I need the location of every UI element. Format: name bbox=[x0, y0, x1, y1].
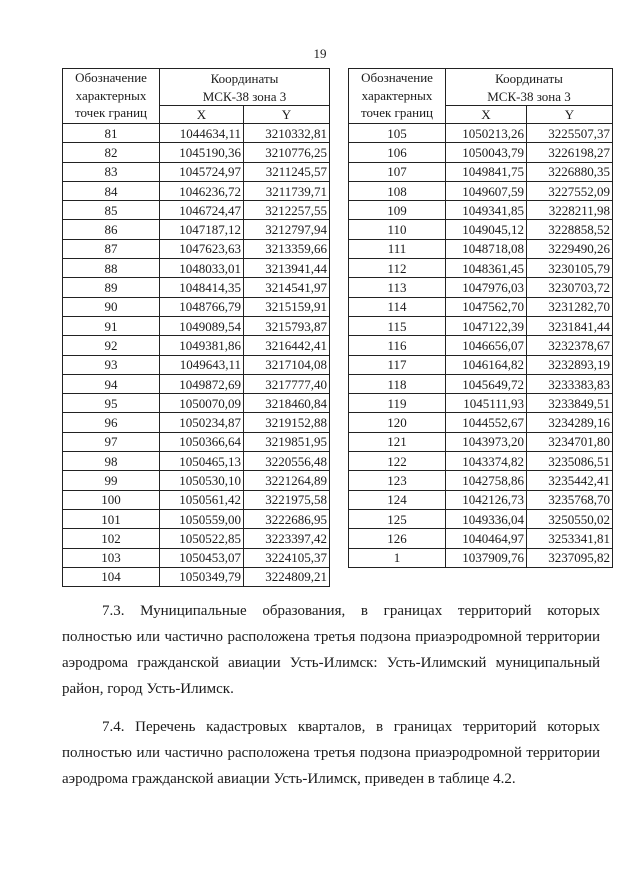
point-number-cell: 126 bbox=[349, 529, 446, 548]
y-coordinate-cell: 3234289,16 bbox=[527, 413, 613, 432]
table-row bbox=[349, 143, 613, 162]
x-coordinate-cell: 1050234,87 bbox=[160, 413, 244, 432]
table-row bbox=[349, 124, 613, 143]
table-row bbox=[63, 239, 330, 258]
x-coordinate-cell: 1050530,10 bbox=[160, 471, 244, 490]
y-coordinate-cell: 3217104,08 bbox=[244, 355, 330, 374]
y-coordinate-cell: 3222686,95 bbox=[244, 509, 330, 528]
table-row bbox=[349, 297, 613, 316]
x-header: X bbox=[160, 106, 244, 124]
y-coordinate-cell: 3225507,37 bbox=[527, 124, 613, 143]
y-coordinate-cell: 3210776,25 bbox=[244, 143, 330, 162]
y-coordinate-cell: 3213359,66 bbox=[244, 239, 330, 258]
table-row bbox=[349, 239, 613, 258]
table-row bbox=[63, 181, 330, 200]
x-coordinate-cell: 1048414,35 bbox=[160, 278, 244, 297]
point-number-cell: 112 bbox=[349, 259, 446, 278]
x-coordinate-cell: 1049381,86 bbox=[160, 336, 244, 355]
coordinates-header-line: МСК-38 зона 3 bbox=[202, 88, 287, 104]
x-coordinate-cell: 1045649,72 bbox=[446, 374, 527, 393]
point-number-cell: 124 bbox=[349, 490, 446, 509]
coordinates-header-line: Координаты bbox=[495, 71, 563, 86]
y-coordinate-cell: 3215793,87 bbox=[244, 316, 330, 335]
x-coordinate-cell: 1046236,72 bbox=[160, 181, 244, 200]
point-number-cell: 114 bbox=[349, 297, 446, 316]
y-coordinate-cell: 3224105,37 bbox=[244, 548, 330, 567]
point-number-cell: 113 bbox=[349, 278, 446, 297]
point-number-cell: 88 bbox=[63, 259, 160, 278]
x-coordinate-cell: 1049089,54 bbox=[160, 316, 244, 335]
table-row bbox=[63, 432, 330, 451]
point-number-cell: 107 bbox=[349, 162, 446, 181]
y-coordinate-cell: 3223397,42 bbox=[244, 529, 330, 548]
point-number-cell: 103 bbox=[63, 548, 160, 567]
y-coordinate-cell: 3226880,35 bbox=[527, 162, 613, 181]
x-coordinate-cell: 1046656,07 bbox=[446, 336, 527, 355]
y-coordinate-cell: 3231841,44 bbox=[527, 316, 613, 335]
table-row bbox=[63, 374, 330, 393]
point-number-cell: 122 bbox=[349, 452, 446, 471]
paragraph-7-3: 7.3. Муниципальные образования, в границах территорий которых полностью или частично расположена третья подзона приаэродромной территории аэродрома гражданской авиации Усть-Илимск: Усть-Илимский муниципальный район, город Усть-Илимск. bbox=[62, 603, 600, 697]
table-row bbox=[63, 278, 330, 297]
x-header: X bbox=[446, 106, 527, 124]
x-coordinate-cell: 1048766,79 bbox=[160, 297, 244, 316]
x-coordinate-cell: 1050559,00 bbox=[160, 509, 244, 528]
table-row bbox=[349, 181, 613, 200]
x-coordinate-cell: 1049336,04 bbox=[446, 509, 527, 528]
y-coordinate-cell: 3212257,55 bbox=[244, 201, 330, 220]
x-coordinate-cell: 1050465,13 bbox=[160, 452, 244, 471]
table-row bbox=[63, 452, 330, 471]
x-coordinate-cell: 1050043,79 bbox=[446, 143, 527, 162]
point-number-cell: 105 bbox=[349, 124, 446, 143]
point-number-cell: 82 bbox=[63, 143, 160, 162]
table-row bbox=[349, 355, 613, 374]
y-coordinate-cell: 3237095,82 bbox=[527, 548, 613, 567]
table-row bbox=[349, 452, 613, 471]
coordinates-header bbox=[446, 69, 613, 106]
coordinates-header-line: МСК-38 зона 3 bbox=[487, 88, 571, 104]
point-header-line: характерных bbox=[75, 87, 147, 103]
point-header bbox=[349, 69, 446, 124]
x-coordinate-cell: 1045190,36 bbox=[160, 143, 244, 162]
table-row bbox=[349, 259, 613, 278]
x-coordinate-cell: 1042758,86 bbox=[446, 471, 527, 490]
x-coordinate-cell: 1049872,69 bbox=[160, 374, 244, 393]
point-number-cell: 108 bbox=[349, 181, 446, 200]
table-row bbox=[63, 220, 330, 239]
table-row bbox=[63, 162, 330, 181]
table-row bbox=[63, 316, 330, 335]
point-header-line: точек границ bbox=[360, 105, 434, 120]
point-number-cell: 93 bbox=[63, 355, 160, 374]
x-coordinate-cell: 1048361,45 bbox=[446, 259, 527, 278]
x-coordinate-cell: 1040464,97 bbox=[446, 529, 527, 548]
point-number-cell: 116 bbox=[349, 336, 446, 355]
y-coordinate-cell: 3212797,94 bbox=[244, 220, 330, 239]
y-coordinate-cell: 3253341,81 bbox=[527, 529, 613, 548]
x-coordinate-cell: 1050522,85 bbox=[160, 529, 244, 548]
y-coordinate-cell: 3230105,79 bbox=[527, 259, 613, 278]
point-number-cell: 84 bbox=[63, 181, 160, 200]
y-coordinate-cell: 3228858,52 bbox=[527, 220, 613, 239]
y-coordinate-cell: 3232893,19 bbox=[527, 355, 613, 374]
point-number-cell: 120 bbox=[349, 413, 446, 432]
x-coordinate-cell: 1050561,42 bbox=[160, 490, 244, 509]
x-coordinate-cell: 1037909,76 bbox=[446, 548, 527, 567]
point-number-cell: 94 bbox=[63, 374, 160, 393]
y-coordinate-cell: 3221264,89 bbox=[244, 471, 330, 490]
x-coordinate-cell: 1047976,03 bbox=[446, 278, 527, 297]
table-row bbox=[349, 509, 613, 528]
point-number-cell: 96 bbox=[63, 413, 160, 432]
point-number-cell: 118 bbox=[349, 374, 446, 393]
point-number-cell: 86 bbox=[63, 220, 160, 239]
x-coordinate-cell: 1047562,70 bbox=[446, 297, 527, 316]
table-row bbox=[349, 548, 613, 567]
y-coordinate-cell: 3221975,58 bbox=[244, 490, 330, 509]
y-coordinate-cell: 3215159,91 bbox=[244, 297, 330, 316]
y-coordinate-cell: 3211245,57 bbox=[244, 162, 330, 181]
x-coordinate-cell: 1048718,08 bbox=[446, 239, 527, 258]
coordinates-table-right bbox=[348, 68, 613, 568]
table-row bbox=[349, 490, 613, 509]
point-number-cell: 109 bbox=[349, 201, 446, 220]
x-coordinate-cell: 1043374,82 bbox=[446, 452, 527, 471]
point-number-cell: 102 bbox=[63, 529, 160, 548]
coordinates-table-left bbox=[62, 68, 330, 587]
table-row bbox=[63, 490, 330, 509]
table-row bbox=[349, 471, 613, 490]
table-row bbox=[63, 567, 330, 586]
point-number-cell: 92 bbox=[63, 336, 160, 355]
table-row bbox=[349, 162, 613, 181]
x-coordinate-cell: 1042126,73 bbox=[446, 490, 527, 509]
coordinates-header-line: Координаты bbox=[210, 71, 279, 86]
y-coordinate-cell: 3213941,44 bbox=[244, 259, 330, 278]
x-coordinate-cell: 1049607,59 bbox=[446, 181, 527, 200]
table-row bbox=[63, 548, 330, 567]
y-coordinate-cell: 3219152,88 bbox=[244, 413, 330, 432]
point-number-cell: 101 bbox=[63, 509, 160, 528]
x-coordinate-cell: 1047122,39 bbox=[446, 316, 527, 335]
table-row bbox=[349, 336, 613, 355]
y-coordinate-cell: 3214541,97 bbox=[244, 278, 330, 297]
x-coordinate-cell: 1049045,12 bbox=[446, 220, 527, 239]
point-header-line: характерных bbox=[361, 87, 433, 103]
point-number-cell: 91 bbox=[63, 316, 160, 335]
point-header-line: точек границ bbox=[74, 105, 148, 120]
table-row bbox=[349, 394, 613, 413]
table-row bbox=[63, 259, 330, 278]
table-row bbox=[63, 471, 330, 490]
table-row bbox=[63, 394, 330, 413]
point-number-cell: 110 bbox=[349, 220, 446, 239]
x-coordinate-cell: 1049841,75 bbox=[446, 162, 527, 181]
point-number-cell: 106 bbox=[349, 143, 446, 162]
table-row bbox=[349, 201, 613, 220]
point-number-cell: 111 bbox=[349, 239, 446, 258]
x-coordinate-cell: 1043973,20 bbox=[446, 432, 527, 451]
y-coordinate-cell: 3211739,71 bbox=[244, 181, 330, 200]
y-coordinate-cell: 3224809,21 bbox=[244, 567, 330, 586]
y-coordinate-cell: 3235768,70 bbox=[527, 490, 613, 509]
y-coordinate-cell: 3217777,40 bbox=[244, 374, 330, 393]
x-coordinate-cell: 1049341,85 bbox=[446, 201, 527, 220]
y-coordinate-cell: 3230703,72 bbox=[527, 278, 613, 297]
x-coordinate-cell: 1049643,11 bbox=[160, 355, 244, 374]
y-coordinate-cell: 3234701,80 bbox=[527, 432, 613, 451]
y-coordinate-cell: 3210332,81 bbox=[244, 124, 330, 143]
x-coordinate-cell: 1050070,09 bbox=[160, 394, 244, 413]
x-coordinate-cell: 1050213,26 bbox=[446, 124, 527, 143]
point-header bbox=[63, 69, 160, 124]
table-row bbox=[63, 529, 330, 548]
y-coordinate-cell: 3233383,83 bbox=[527, 374, 613, 393]
x-coordinate-cell: 1044552,67 bbox=[446, 413, 527, 432]
y-coordinate-cell: 3235442,41 bbox=[527, 471, 613, 490]
point-number-cell: 81 bbox=[63, 124, 160, 143]
table-row bbox=[63, 509, 330, 528]
table-row bbox=[63, 124, 330, 143]
point-number-cell: 85 bbox=[63, 201, 160, 220]
point-header-line: Обозначение bbox=[75, 70, 147, 85]
coordinates-header bbox=[160, 69, 330, 106]
table-row bbox=[63, 201, 330, 220]
x-coordinate-cell: 1050453,07 bbox=[160, 548, 244, 567]
point-number-cell: 123 bbox=[349, 471, 446, 490]
y-header: Y bbox=[244, 106, 330, 124]
y-coordinate-cell: 3226198,27 bbox=[527, 143, 613, 162]
y-coordinate-cell: 3228211,98 bbox=[527, 201, 613, 220]
x-coordinate-cell: 1046164,82 bbox=[446, 355, 527, 374]
point-number-cell: 95 bbox=[63, 394, 160, 413]
page-number: 19 bbox=[313, 46, 327, 61]
point-number-cell: 90 bbox=[63, 297, 160, 316]
table-row bbox=[63, 297, 330, 316]
point-number-cell: 99 bbox=[63, 471, 160, 490]
y-coordinate-cell: 3229490,26 bbox=[527, 239, 613, 258]
table-row bbox=[349, 432, 613, 451]
paragraph-7-4: 7.4. Перечень кадастровых кварталов, в границах территорий которых полностью или частично расположена третья подзона приаэродромной территории аэродрома гражданской авиации Усть-Илимск, приведен в таблице 4.2. bbox=[62, 719, 600, 787]
table-row bbox=[349, 316, 613, 335]
x-coordinate-cell: 1046724,47 bbox=[160, 201, 244, 220]
table-row bbox=[349, 374, 613, 393]
point-number-cell: 115 bbox=[349, 316, 446, 335]
point-number-cell: 125 bbox=[349, 509, 446, 528]
point-number-cell: 98 bbox=[63, 452, 160, 471]
x-coordinate-cell: 1045111,93 bbox=[446, 394, 527, 413]
y-coordinate-cell: 3227552,09 bbox=[527, 181, 613, 200]
table-row bbox=[349, 278, 613, 297]
y-coordinate-cell: 3232378,67 bbox=[527, 336, 613, 355]
table-row bbox=[349, 220, 613, 239]
point-number-cell: 97 bbox=[63, 432, 160, 451]
table-row bbox=[349, 413, 613, 432]
table-row bbox=[63, 336, 330, 355]
point-number-cell: 100 bbox=[63, 490, 160, 509]
point-number-cell: 83 bbox=[63, 162, 160, 181]
point-number-cell: 121 bbox=[349, 432, 446, 451]
x-coordinate-cell: 1047623,63 bbox=[160, 239, 244, 258]
y-coordinate-cell: 3233849,51 bbox=[527, 394, 613, 413]
point-number-cell: 89 bbox=[63, 278, 160, 297]
x-coordinate-cell: 1044634,11 bbox=[160, 124, 244, 143]
y-coordinate-cell: 3250550,02 bbox=[527, 509, 613, 528]
point-number-cell: 117 bbox=[349, 355, 446, 374]
point-number-cell: 87 bbox=[63, 239, 160, 258]
x-coordinate-cell: 1045724,97 bbox=[160, 162, 244, 181]
x-coordinate-cell: 1050366,64 bbox=[160, 432, 244, 451]
table-row bbox=[63, 355, 330, 374]
y-coordinate-cell: 3220556,48 bbox=[244, 452, 330, 471]
y-coordinate-cell: 3235086,51 bbox=[527, 452, 613, 471]
point-number-cell: 1 bbox=[349, 548, 446, 567]
point-number-cell: 119 bbox=[349, 394, 446, 413]
table-row bbox=[63, 413, 330, 432]
point-header-line: Обозначение bbox=[361, 70, 433, 85]
y-coordinate-cell: 3219851,95 bbox=[244, 432, 330, 451]
table-row bbox=[349, 529, 613, 548]
x-coordinate-cell: 1050349,79 bbox=[160, 567, 244, 586]
y-coordinate-cell: 3218460,84 bbox=[244, 394, 330, 413]
x-coordinate-cell: 1048033,01 bbox=[160, 259, 244, 278]
table-row bbox=[63, 143, 330, 162]
point-number-cell: 104 bbox=[63, 567, 160, 586]
y-header: Y bbox=[527, 106, 613, 124]
y-coordinate-cell: 3216442,41 bbox=[244, 336, 330, 355]
x-coordinate-cell: 1047187,12 bbox=[160, 220, 244, 239]
y-coordinate-cell: 3231282,70 bbox=[527, 297, 613, 316]
